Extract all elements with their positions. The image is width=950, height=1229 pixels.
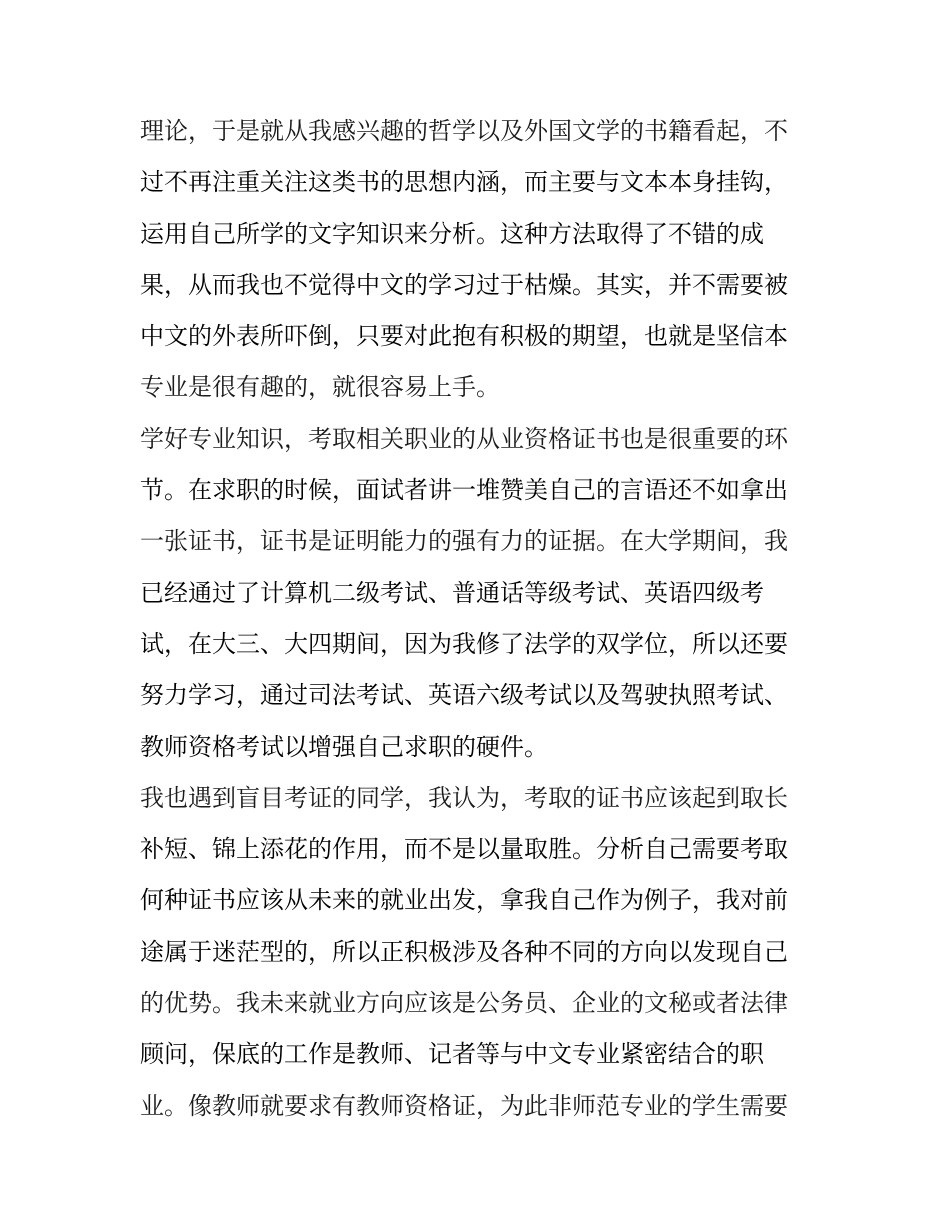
text-line: 我也遇到盲目考证的同学，我认为，考取的证书应该起到取长 — [140, 783, 788, 812]
text-line: 过不再注重关注这类书的思想内涵，而主要与文本本身挂钩， — [140, 168, 788, 197]
text-line: 理论，于是就从我感兴趣的哲学以及外国文学的书籍看起，不 — [140, 117, 788, 145]
text-line: 中文的外表所吓倒，只要对此抱有积极的期望，也就是坚信本 — [140, 322, 788, 351]
text-line: 一张证书，证书是证明能力的强有力的证据。在大学期间，我 — [140, 527, 788, 556]
body-text — [140, 106, 820, 1132]
text-line: 已经通过了计算机二级考试、普通话等级考试、英语四级考 — [140, 578, 764, 607]
text-line: 试，在大三、大四期间，因为我修了法学的双学位，所以还要 — [140, 629, 788, 658]
text-line: 学好专业知识，考取相关职业的从业资格证书也是很重要的环 — [140, 424, 788, 453]
text-line: 教师资格考试以增强自己求职的硬件。 — [140, 732, 548, 761]
text-line: 果，从而我也不觉得中文的学习过于枯燥。其实，并不需要被 — [140, 270, 788, 299]
text-line: 努力学习，通过司法考试、英语六级考试以及驾驶执照考试、 — [140, 681, 788, 710]
text-line: 专业是很有趣的，就很容易上手。 — [140, 373, 500, 402]
text-line: 顾问，保底的工作是教师、记者等与中文专业紧密结合的职 — [140, 1040, 764, 1069]
text-line: 的优势。我未来就业方向应该是公务员、企业的文秘或者法律 — [140, 989, 788, 1018]
text-line: 节。在求职的时候，面试者讲一堆赞美自己的言语还不如拿出 — [140, 476, 788, 505]
text-line: 运用自己所学的文字知识来分析。这种方法取得了不错的成 — [140, 219, 764, 248]
text-line: 补短、锦上添花的作用，而不是以量取胜。分析自己需要考取 — [140, 835, 788, 864]
text-line: 业。像教师就要求有教师资格证，为此非师范专业的学生需要 — [140, 1091, 788, 1120]
text-line: 何种证书应该从未来的就业出发，拿我自己作为例子，我对前 — [140, 886, 788, 915]
text-line: 途属于迷茫型的，所以正积极涉及各种不同的方向以发现自己 — [140, 937, 788, 966]
